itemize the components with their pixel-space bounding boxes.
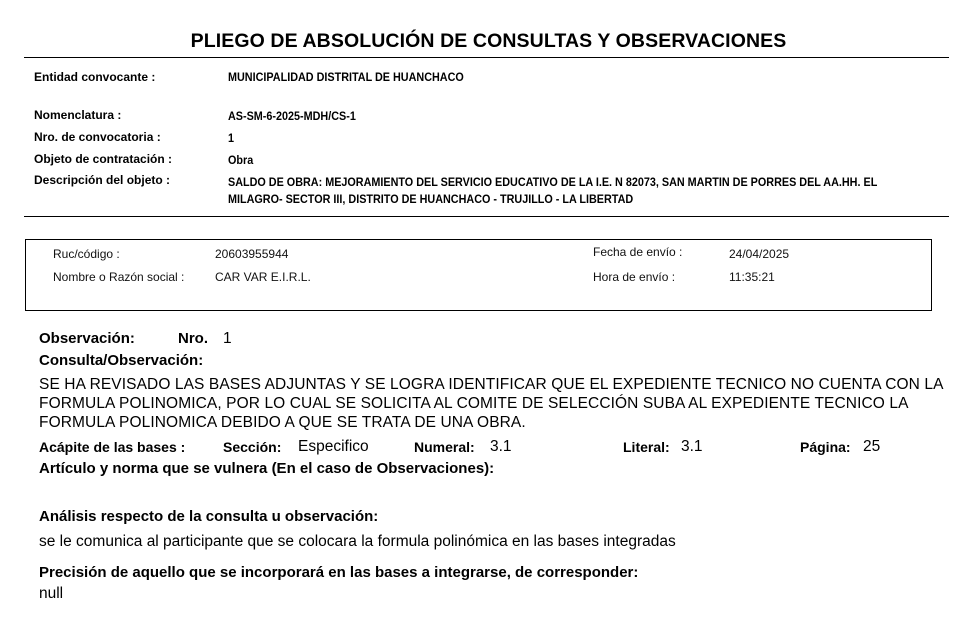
- entidad-value: MUNICIPALIDAD DISTRITAL DE HUANCHACO: [228, 70, 464, 84]
- seccion-value: Especifico: [298, 438, 369, 455]
- ruc-value: 20603955944: [215, 247, 289, 261]
- header-divider: [24, 216, 949, 217]
- observacion-label: Observación:: [39, 330, 135, 347]
- fecha-value: 24/04/2025: [729, 247, 790, 261]
- precision-text: null: [39, 585, 64, 602]
- analisis-text: se le comunica al participante que se colocara la formula polinómica en las bases integradas: [39, 533, 676, 550]
- articulo-label: Artículo y norma que se vulnera (En el caso de Observaciones):: [39, 460, 495, 477]
- precision-label: Precisión de aquello que se incorporará en las bases a integrarse, de corresponder:: [39, 564, 639, 581]
- fecha-label: Fecha de envío :: [593, 245, 683, 259]
- nombre-value: CAR VAR E.I.R.L.: [215, 270, 311, 284]
- objeto-label: Objeto de contratación :: [34, 152, 173, 166]
- pagina-value: 25: [863, 438, 881, 455]
- seccion-label: Sección:: [223, 439, 282, 455]
- acapite-label: Acápite de las bases :: [39, 439, 186, 455]
- nomenclatura-label: Nomenclatura :: [34, 108, 122, 122]
- literal-value: 3.1: [681, 438, 703, 455]
- literal-label: Literal:: [623, 439, 670, 455]
- objeto-value: Obra: [228, 153, 254, 167]
- nomenclatura-value: AS-SM-6-2025-MDH/CS-1: [228, 109, 356, 123]
- ruc-label: Ruc/código :: [53, 247, 120, 261]
- entidad-label: Entidad convocante :: [34, 70, 156, 84]
- page-title: PLIEGO DE ABSOLUCIÓN DE CONSULTAS Y OBSERVACIONES: [190, 30, 787, 52]
- hora-value: 11:35:21: [729, 270, 775, 284]
- hora-label: Hora de envío :: [593, 270, 676, 284]
- numeral-value: 3.1: [490, 438, 512, 455]
- descripcion-value: SALDO DE OBRA: MEJORAMIENTO DEL SERVICIO EDUCATIVO DE LA I.E. N 82073, SAN MARTIN DE PORRES DEL AA.HH. EL MILAGRO- SECTOR III, DISTRITO DE HUANCHACO - TRUJILLO - LA LIBERTAD: [228, 175, 878, 206]
- consulta-label: Consulta/Observación:: [39, 352, 204, 369]
- analisis-label: Análisis respecto de la consulta u observación:: [39, 508, 379, 525]
- pagina-label: Página:: [800, 439, 851, 455]
- consulta-text: SE HA REVISADO LAS BASES ADJUNTAS Y SE LOGRA IDENTIFICAR QUE EL EXPEDIENTE TECNICO NO CUENTA CON LA FORMULA POLINOMICA, POR LO CUAL SE SOLICITA AL COMITE DE SELECCIÓN SUBA AL EXPEDIENTE TECNICO LA FORMULA POLINOMICA DEBIDO A QUE SE TRATA DE UNA OBRA.: [39, 376, 943, 431]
- descripcion-label: Descripción del objeto :: [34, 173, 171, 187]
- top-divider: [24, 57, 949, 58]
- convocatoria-label: Nro. de convocatoria :: [34, 130, 161, 144]
- nombre-label: Nombre o Razón social :: [53, 270, 185, 284]
- nro-value: 1: [223, 330, 232, 347]
- numeral-label: Numeral:: [414, 439, 475, 455]
- nro-label: Nro.: [178, 330, 208, 347]
- convocatoria-value: 1: [228, 131, 235, 145]
